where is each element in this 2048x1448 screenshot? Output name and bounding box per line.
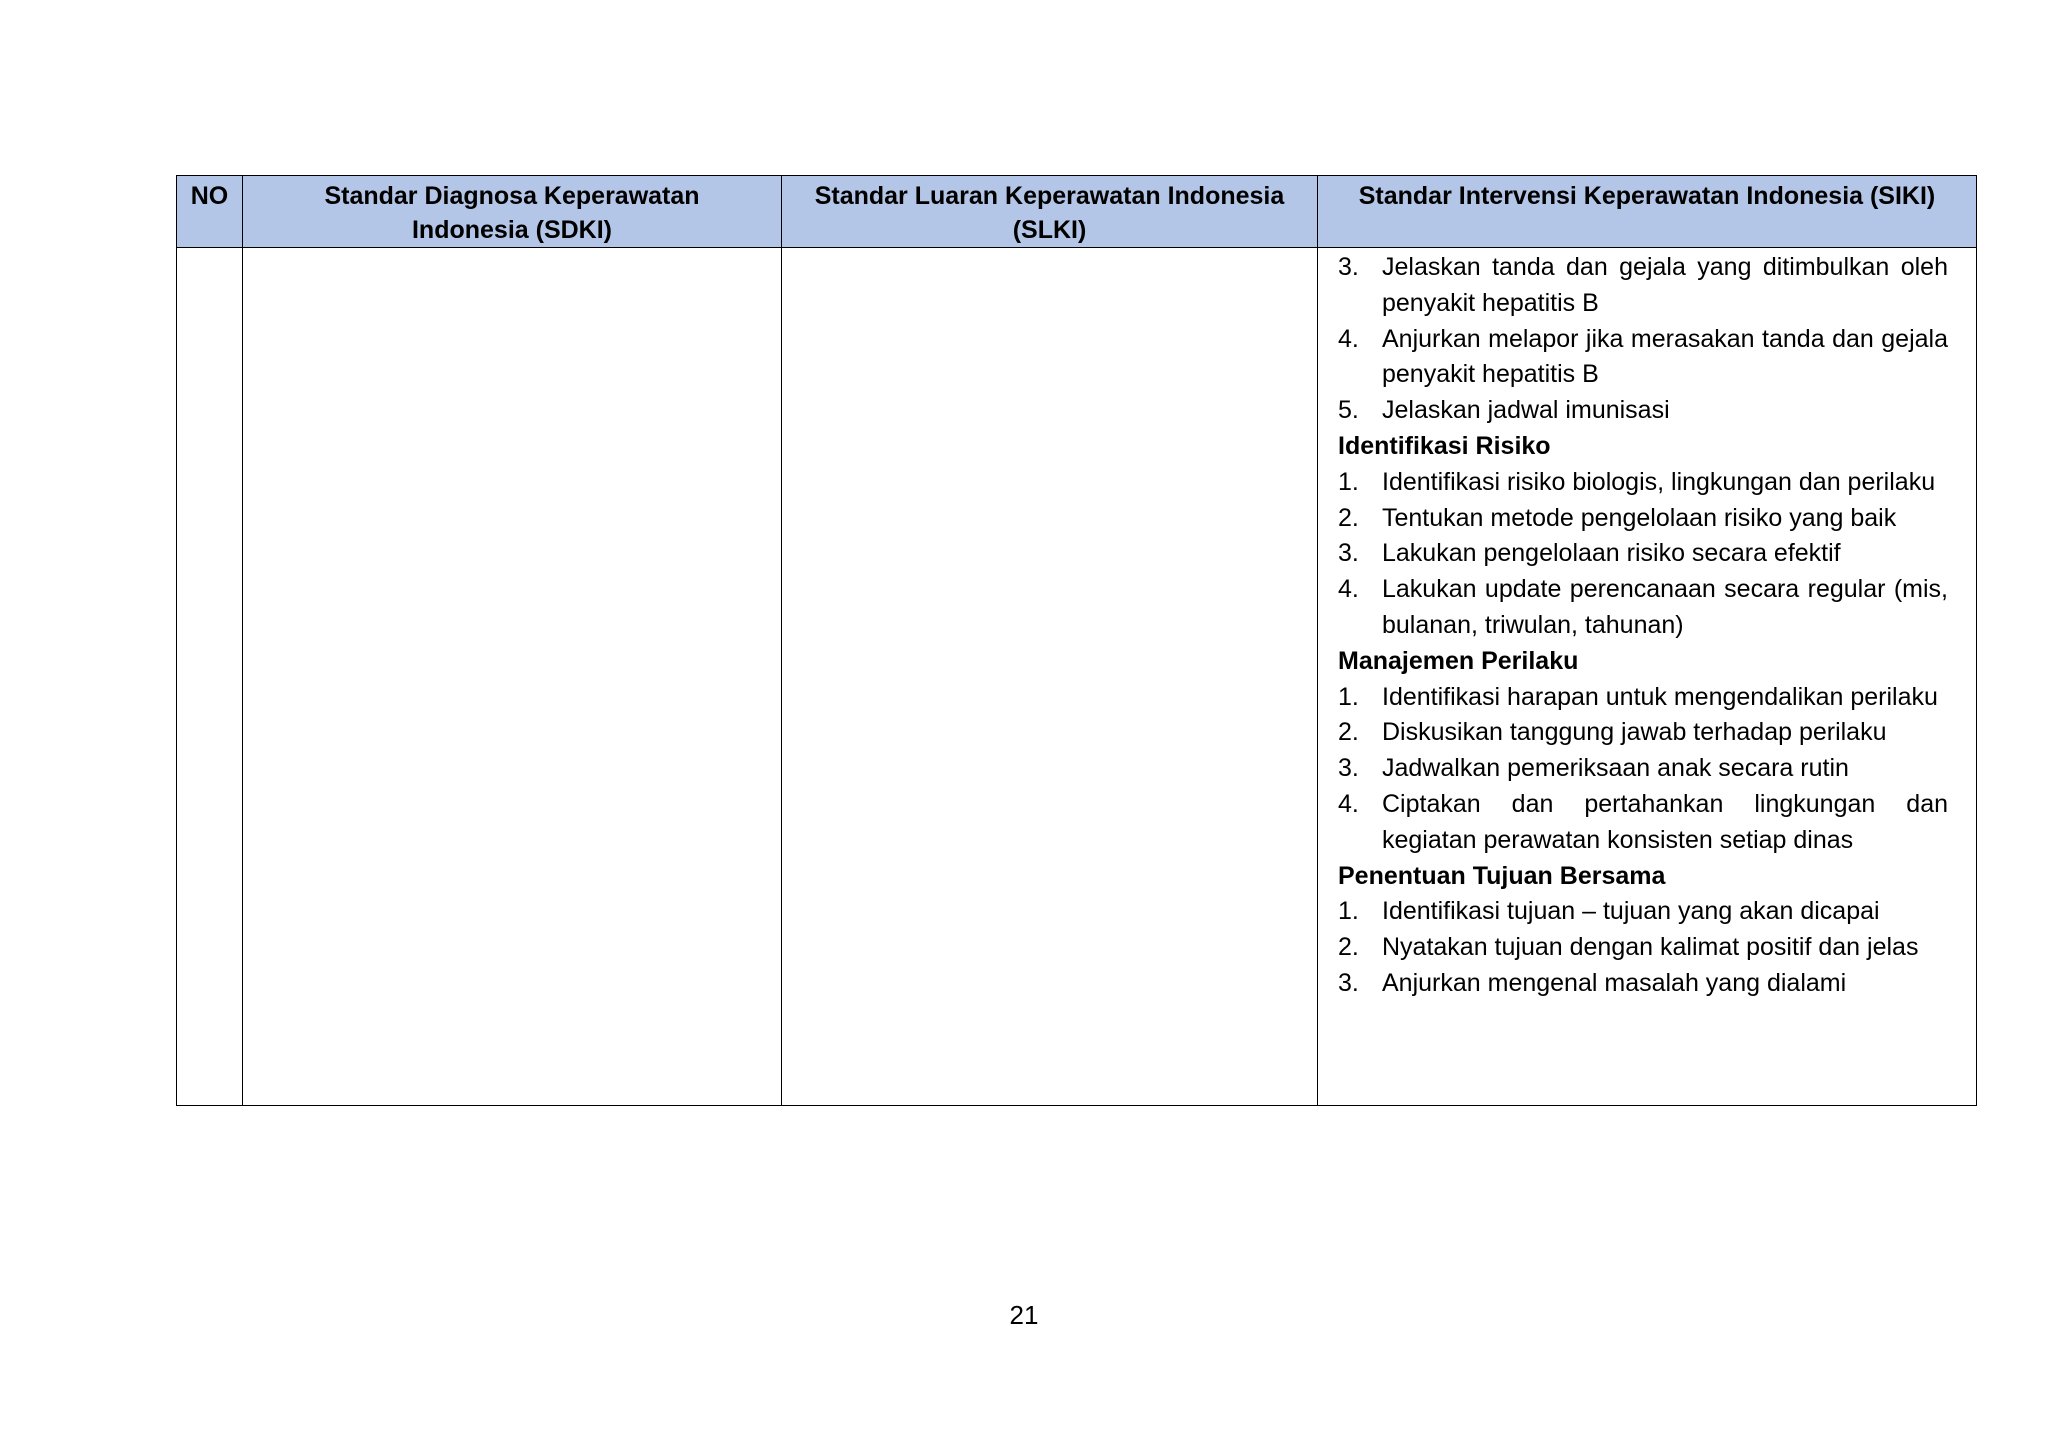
cell-no: [177, 248, 243, 1106]
identifikasi-risiko-list: [1338, 465, 1948, 644]
list-item: 3. Jelaskan tanda dan gejala yang ditimbulkan oleh penyakit hepatitis B: [1338, 253, 1948, 317]
list-item: 2. Nyatakan tujuan dengan kalimat positif dan jelas: [1338, 933, 1919, 962]
list-item: 1. Identifikasi harapan untuk mengendalikan perilaku: [1338, 682, 1938, 711]
list-item: 2. Tentukan metode pengelolaan risiko yang baik: [1338, 503, 1897, 532]
cell-siki: [1318, 248, 1977, 1106]
list-item: 3. Lakukan pengelolaan risiko secara efektif: [1338, 539, 1841, 568]
header-siki: Standar Intervensi Keperawatan Indonesia (SIKI): [1318, 176, 1977, 248]
list-item: 1. Identifikasi tujuan – tujuan yang akan dicapai: [1338, 897, 1880, 926]
nursing-standards-table: [176, 175, 1977, 1106]
list-item: 4. Anjurkan melapor jika merasakan tanda dan gejala penyakit hepatitis B: [1338, 324, 1948, 389]
penentuan-tujuan-list: [1338, 894, 1948, 1001]
list-item: 4. Lakukan update perencanaan secara regular (mis, bulanan, triwulan, tahunan): [1338, 575, 1948, 639]
cell-slki: [782, 248, 1318, 1106]
table-row: [177, 248, 1977, 1106]
page-number: 21: [1009, 1300, 1039, 1330]
section-title-penentuan-tujuan-bersama: Penentuan Tujuan Bersama: [1338, 861, 1666, 890]
table-header-row: [177, 176, 1977, 248]
list-item: 4. Ciptakan dan pertahankan lingkungan dan kegiatan perawatan konsisten setiap dinas: [1338, 789, 1948, 854]
header-sdki: Standar Diagnosa Keperawatan Indonesia (SDKI): [243, 176, 782, 248]
cell-sdki: [243, 248, 782, 1106]
siki-content: [1338, 248, 1948, 1002]
header-no: NO: [177, 176, 243, 248]
manajemen-perilaku-list: [1338, 680, 1948, 859]
list-item: 3. Anjurkan mengenal masalah yang dialami: [1338, 968, 1847, 997]
section-title-identifikasi-risiko: Identifikasi Risiko: [1338, 431, 1551, 460]
header-slki: Standar Luaran Keperawatan Indonesia (SLKI): [782, 176, 1318, 248]
continued-list: [1338, 250, 1948, 429]
list-item: 3. Jadwalkan pemeriksaan anak secara rutin: [1338, 754, 1849, 783]
list-item: 1. Identifikasi risiko biologis, lingkungan dan perilaku: [1338, 467, 1936, 496]
list-item: 5. Jelaskan jadwal imunisasi: [1338, 396, 1670, 425]
section-title-manajemen-perilaku: Manajemen Perilaku: [1338, 646, 1579, 675]
list-item: 2. Diskusikan tanggung jawab terhadap perilaku: [1338, 718, 1887, 747]
